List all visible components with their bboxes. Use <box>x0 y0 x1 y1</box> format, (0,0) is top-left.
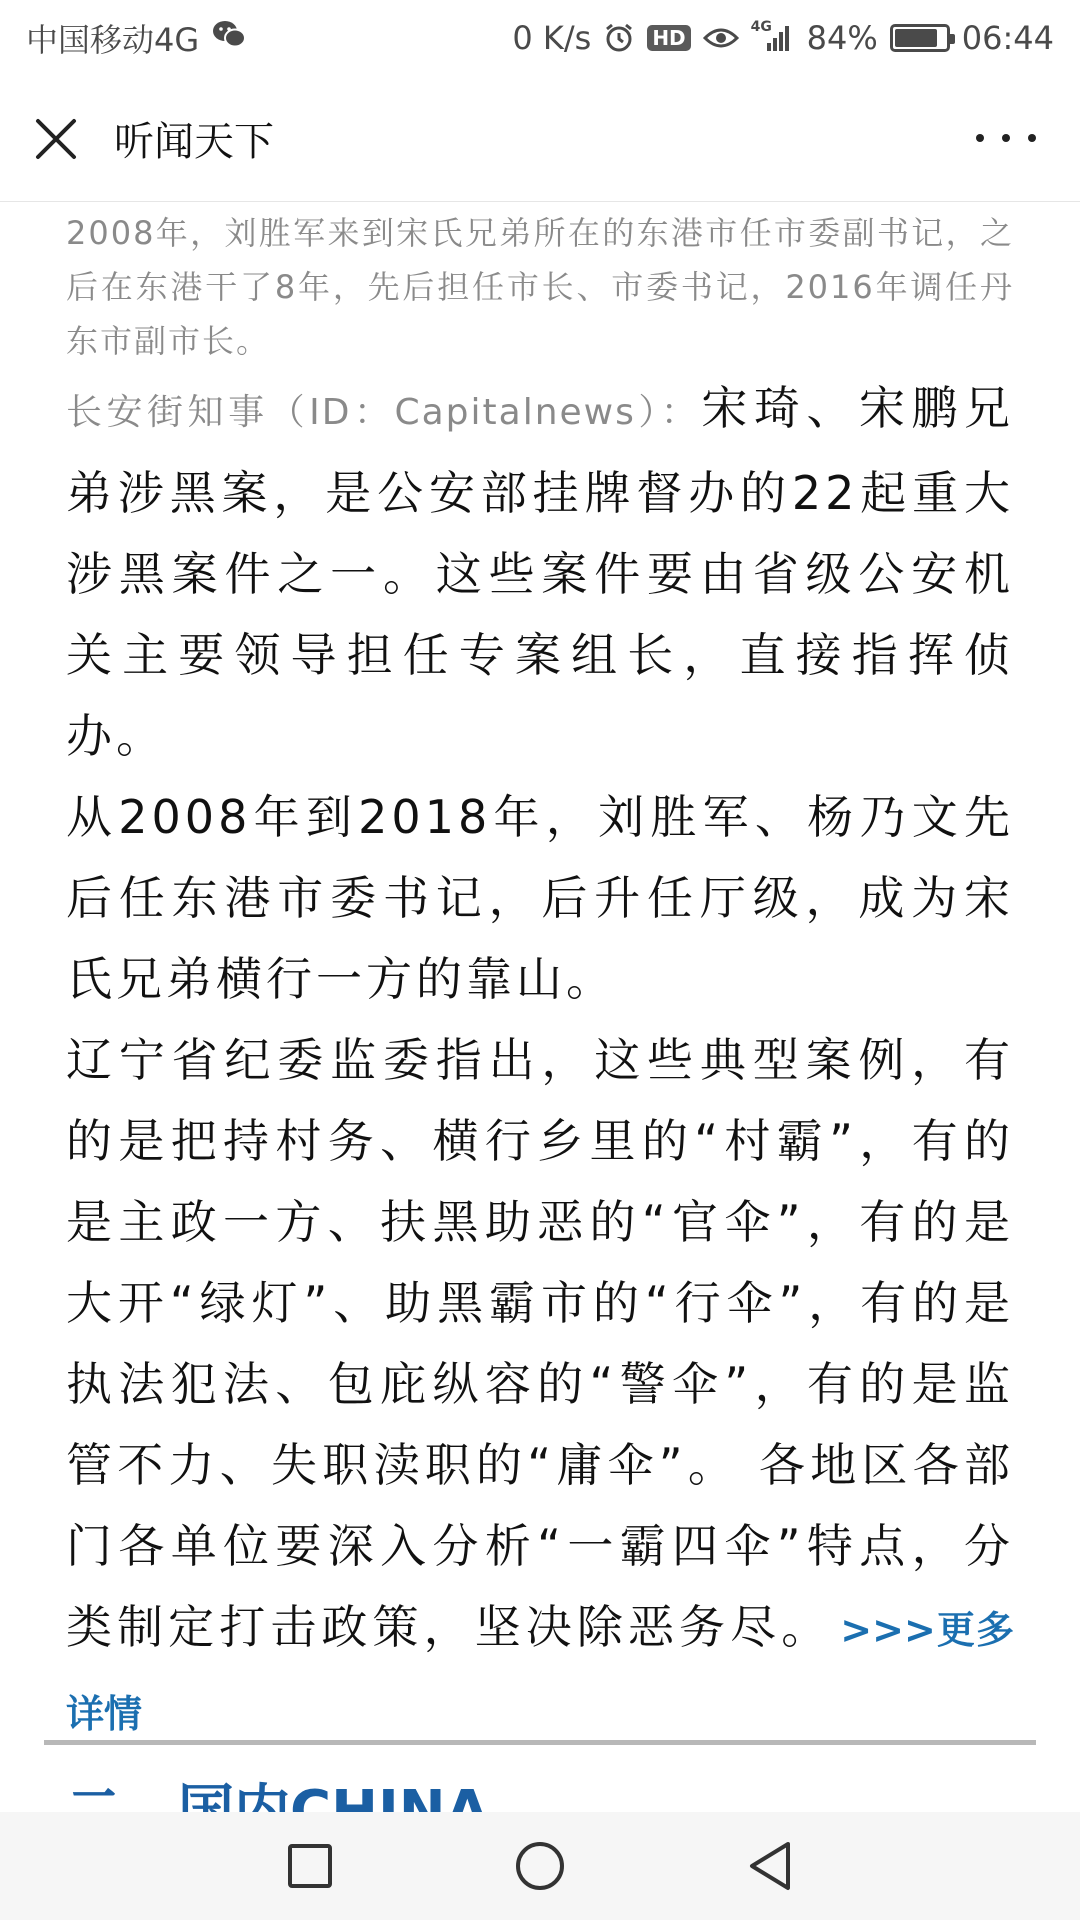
source-label: 长安街知事（ID：Capitalnews）： <box>66 392 702 433</box>
more-icon[interactable] <box>976 116 1036 160</box>
article-paragraph-2: 从2008年到2018年，刘胜军、杨乃文先后任东港市委书记，后升任厅级，成为宋氏兄弟横行一方的靠山。 <box>66 790 1014 1006</box>
battery-fill <box>895 29 937 47</box>
wechat-icon <box>211 19 247 57</box>
carrier-label: 中国移动4G <box>26 21 200 59</box>
eye-icon <box>703 25 739 51</box>
more-details-link[interactable]: >>>更多详情 <box>66 1608 1014 1736</box>
net-speed: 0 K/s <box>512 19 592 57</box>
system-nav-bar <box>0 1812 1080 1920</box>
page-title: 听闻天下 <box>114 119 274 165</box>
section-divider <box>44 1740 1036 1745</box>
status-bar <box>0 0 1080 76</box>
paragraph-1-text: 宋琦、宋鹏兄弟涉黑案，是公安部挂牌督办的22起重大涉黑案件之一。这些案件要由省级公安机关主要领导担任专案组长，直接指挥侦办。 <box>66 381 1015 763</box>
clock: 06:44 <box>961 19 1054 57</box>
next-section-heading <box>66 1782 489 1812</box>
signal-icon <box>750 19 795 53</box>
article-body[interactable] <box>66 202 1014 1810</box>
signal-label: 4G <box>750 19 772 35</box>
hd-badge: HD <box>647 25 690 51</box>
status-left <box>26 15 247 61</box>
battery-icon <box>890 24 950 52</box>
triangle-back-icon[interactable] <box>740 1836 800 1896</box>
square-icon[interactable] <box>280 1836 340 1896</box>
close-icon[interactable] <box>28 111 84 167</box>
status-right <box>512 19 1054 57</box>
paragraph-3-text: 辽宁省纪委监委指出，这些典型案例，有的是把持村务、横行乡里的“村霸”，有的是主政一方、扶黑助恶的“官伞”，有的是大开“绿灯”、助黑霸市的“行伞”，有的是执法犯法、包庇纵容的“警伞”，有的是监管不力、失职渎职的“庸伞”。 各地区各部门各单位要深入分析“一霸四伞”特点，分类制定打击政策，坚决除恶务尽。 <box>66 1033 1014 1654</box>
nav-bar <box>0 76 1080 202</box>
alarm-icon <box>603 22 635 54</box>
image-caption: 2008年，刘胜军来到宋氏兄弟所在的东港市任市委副书记，之后在东港干了8年，先后担任市长、市委书记，2016年调任丹东市副市长。 <box>66 214 1014 360</box>
battery-percent: 84% <box>806 19 878 57</box>
article-paragraph-3 <box>66 1020 1014 1755</box>
circle-icon[interactable] <box>510 1836 570 1896</box>
article-paragraph-1 <box>66 368 1014 777</box>
